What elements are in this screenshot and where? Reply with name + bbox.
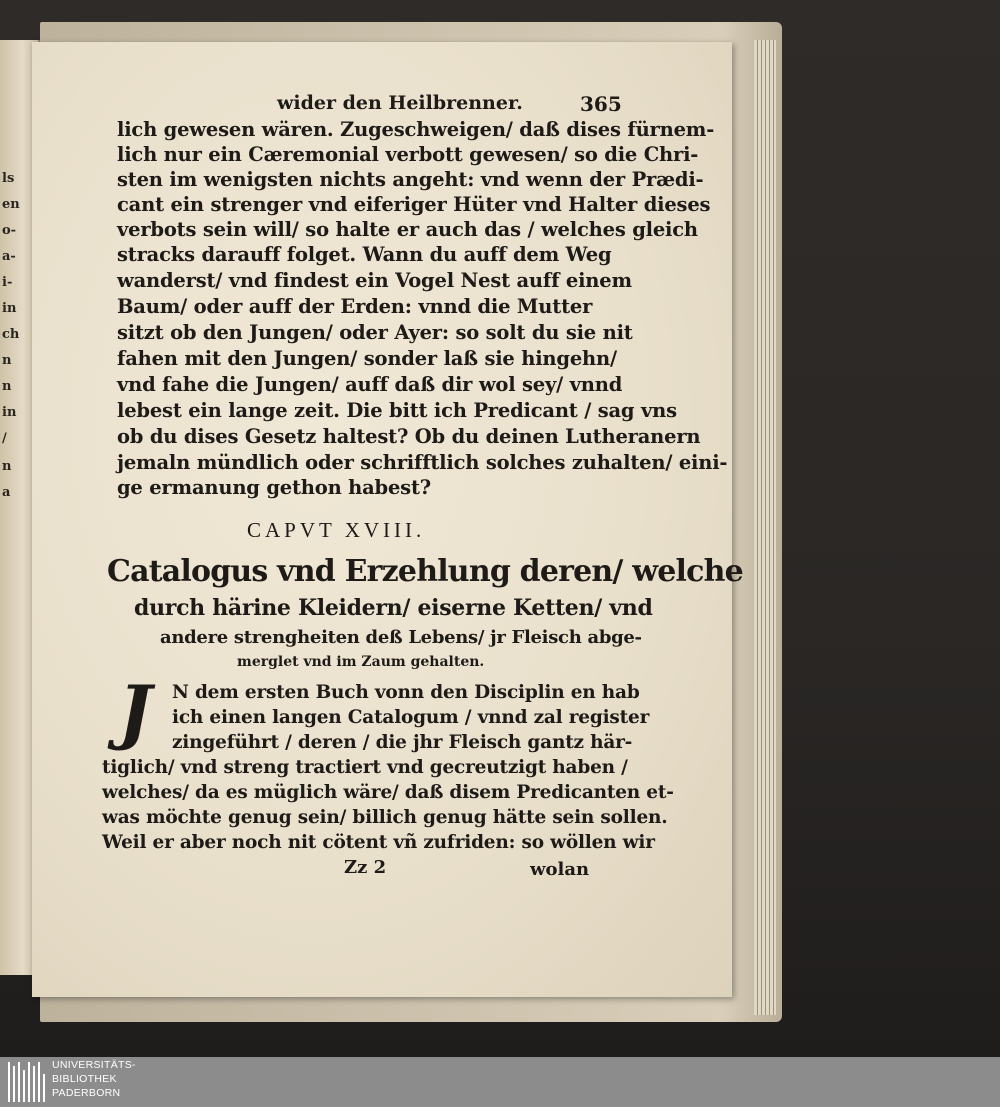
text-line: ich einen langen Catalogum / vnnd zal register [172,707,650,728]
text-line: welches/ da es müglich wäre/ daß disem Predicanten et- [102,782,674,803]
library-logo-icon [8,1060,48,1104]
chapter-title-line: Catalogus vnd Erzehlung deren/ welche [107,554,743,589]
text-line: wanderst/ vnd findest ein Vogel Nest auff einem [117,269,632,292]
book-page [32,42,743,997]
text-line: Weil er aber noch nit cötent vñ zufriden: so wöllen wir [102,832,655,853]
text-line: lich nur ein Cæremonial verbott gewesen/ so die Chri- [117,143,699,166]
text-line: fahen mit den Jungen/ sonder laß sie hingehn/ [117,347,617,370]
drop-cap-initial: J [118,670,152,753]
page-number: 365 [580,92,622,116]
library-name-line: BIBLIOTHEK [52,1073,117,1085]
left-page-fragment: a [2,485,11,500]
text-line: ob du dises Gesetz haltest? Ob du deinen Lutheranern [117,425,701,448]
text-line: ge ermanung gethon habest? [117,476,431,499]
left-page-fragment: a- [2,249,16,264]
text-line: vnd fahe die Jungen/ auff daß dir wol sey/ vnnd [117,373,623,396]
library-footer [0,1057,1000,1107]
text-line: lich gewesen wären. Zugeschweigen/ daß dises fürnem- [117,118,715,141]
left-page-fragment: in [2,301,17,316]
library-name-line: PADERBORN [52,1087,121,1099]
chapter-title-line: andere strengheiten deß Lebens/ jr Fleisch abge- [160,627,642,648]
left-page-fragment: n [2,353,12,368]
text-line: stracks darauff folget. Wann du auff dem Weg [117,243,612,266]
chapter-heading: CAPVT XVIII. [247,518,426,542]
left-page-fragment: / [2,431,7,446]
text-line: zingeführt / deren / die jhr Fleisch gantz här- [172,732,633,753]
text-line: sitzt ob den Jungen/ oder Ayer: so solt du sie nit [117,321,633,344]
text-line: cant ein strenger vnd eiferiger Hüter vnd Halter dieses [117,193,711,216]
chapter-title-line: durch härine Kleidern/ eiserne Ketten/ vnd [134,595,653,621]
text-line: was möchte genug sein/ billich genug hätte sein sollen. [102,807,668,828]
left-page-fragment: n [2,459,12,474]
left-page-fragment: in [2,405,17,420]
text-line: lebest ein lange zeit. Die bitt ich Predicant / sag vns [117,399,677,422]
text-line: jemaln mündlich oder schrifftlich solches zuhalten/ eini- [117,451,728,474]
signature-mark: Zz 2 [344,857,387,878]
text-line: N dem ersten Buch vonn den Disciplin en hab [172,682,640,703]
text-line: sten im wenigsten nichts angeht: vnd wenn der Prædi- [117,168,704,191]
text-line: tiglich/ vnd streng tractiert vnd gecreutzigt haben / [102,757,628,778]
left-page-fragment: ls [2,171,15,186]
left-page-fragment: n [2,379,12,394]
left-page-fragment: ch [2,327,20,342]
text-line: Baum/ oder auff der Erden: vnnd die Mutter [117,295,593,318]
text-line: verbots sein will/ so halte er auch das / welches gleich [117,218,698,241]
running-head: wider den Heilbrenner. [277,92,523,114]
left-page-fragment: i- [2,275,13,290]
left-page-fragment: en [2,197,20,212]
catchword: wolan [530,859,590,880]
chapter-title-line: merglet vnd im Zaum gehalten. [237,654,485,670]
library-name-line: UNIVERSITÄTS- [52,1059,136,1071]
left-page-fragment: o- [2,223,17,238]
